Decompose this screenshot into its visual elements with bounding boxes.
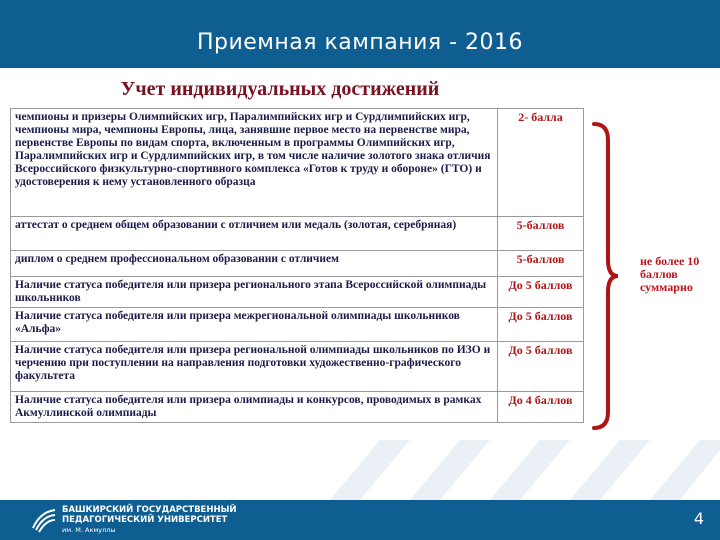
achievement-score: До 5 баллов — [498, 308, 584, 342]
university-line-3: им. М. Акмуллы — [62, 526, 116, 534]
achievement-score: 2- балла — [498, 109, 584, 217]
university-line-1: БАШКИРСКИЙ ГОСУДАРСТВЕННЫЙ — [62, 505, 237, 515]
achievement-text: Наличие статуса победителя или призера олимпиады и конкурсов, проводимых в рамках Акмуллинской олимпиады — [11, 392, 498, 423]
achievement-text: аттестат о среднем общем образовании с отличием или медаль (золотая, серебряная) — [11, 217, 498, 251]
university-line-2: ПЕДАГОГИЧЕСКИЙ УНИВЕРСИТЕТ — [62, 515, 228, 525]
table-row — [11, 392, 584, 423]
achievement-text: чемпионы и призеры Олимпийских игр, Паралимпийских игр и Сурдлимпийских игр, чемпионы мира, чемпионы Европы, лица, занявшие первое место на первенстве мира, первенстве Европы по видам спорта, включенным в программы Олимпийских игр, Паралимпийских игр и Сурдлимпийских игр, в том числе наличие золотого знака отличия Всероссийского физкультурно-спортивного комплекса «Готов к труду и обороне» (ГТО) и удостоверения к нему установленного образца — [11, 109, 498, 217]
max-score-note: не более 10 баллов суммарно — [640, 254, 700, 294]
university-logo-icon — [30, 506, 58, 534]
subtitle: Учет индивидуальных достижений — [120, 78, 440, 100]
curly-brace-icon — [590, 120, 620, 432]
table-row — [11, 109, 584, 217]
university-name — [62, 505, 237, 535]
footer-bar — [0, 500, 720, 540]
table-row — [11, 251, 584, 277]
achievements-table — [10, 108, 584, 423]
header-bar — [0, 0, 720, 68]
decorative-stripes — [300, 440, 720, 500]
table-row — [11, 217, 584, 251]
slide-title: Приемная кампания - 2016 — [196, 30, 524, 55]
achievement-score: 5-баллов — [498, 251, 584, 277]
achievement-score: 5-баллов — [498, 217, 584, 251]
table-row — [11, 342, 584, 392]
page-number: 4 — [693, 509, 704, 528]
achievement-score: До 5 баллов — [498, 342, 584, 392]
achievement-text: Наличие статуса победителя или призера межрегиональной олимпиады школьников «Альфа» — [11, 308, 498, 342]
table-row — [11, 308, 584, 342]
table-row — [11, 277, 584, 308]
achievement-text: диплом о среднем профессиональном образовании с отличием — [11, 251, 498, 277]
achievement-score: До 4 баллов — [498, 392, 584, 423]
achievement-text: Наличие статуса победителя или призера региональной олимпиады школьников по ИЗО и черчению при поступлении на направления подготовки художественно-графического факультета — [11, 342, 498, 392]
achievement-text: Наличие статуса победителя или призера регионального этапа Всероссийской олимпиады школьников — [11, 277, 498, 308]
achievement-score: До 5 баллов — [498, 277, 584, 308]
